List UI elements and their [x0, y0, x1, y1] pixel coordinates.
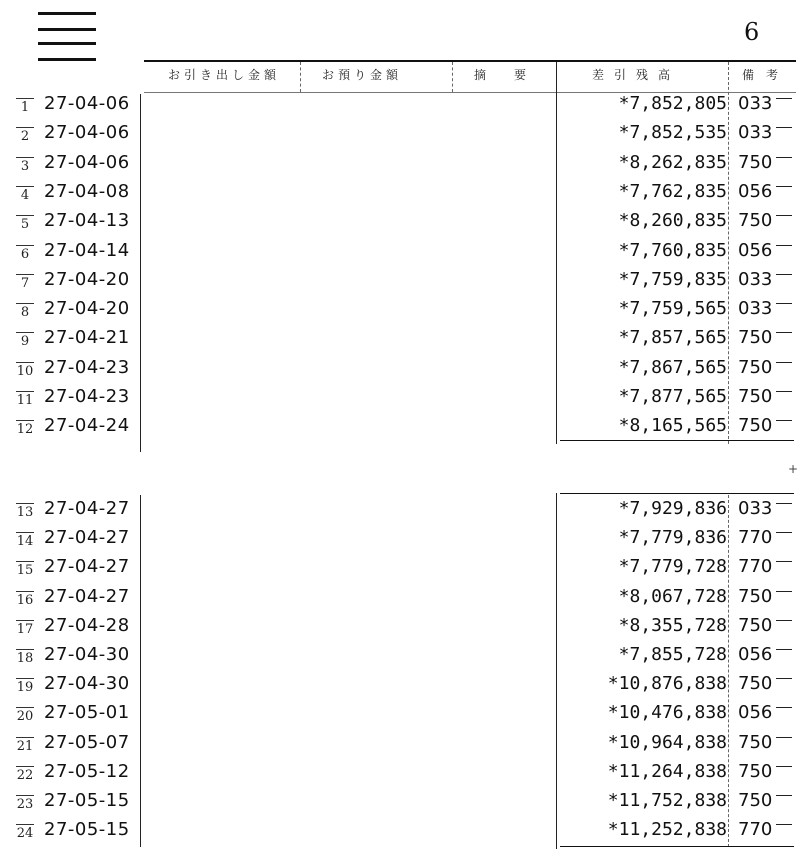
row-tick-mark [776, 649, 792, 650]
row-tick-mark [776, 420, 792, 421]
row-balance: *7,852,805 [618, 93, 727, 114]
row-tick-mark [776, 591, 792, 592]
header-deposit: お預り金額 [322, 68, 403, 82]
row-number: 22 [14, 768, 36, 783]
row-code: 033 [738, 498, 773, 519]
row-tick-mark [776, 362, 792, 363]
row-number: 3 [14, 159, 36, 174]
row-tick-mark [776, 303, 792, 304]
section2-top-rule [560, 493, 794, 494]
row-balance: *7,852,535 [618, 122, 727, 144]
row-code: 750 [738, 760, 773, 782]
row-date: 27-04-30 [44, 644, 130, 665]
row-balance: *7,929,836 [618, 498, 727, 519]
row-tick-mark [776, 186, 792, 187]
row-code: 750 [738, 327, 773, 349]
row-code: 056 [738, 180, 773, 202]
row-code: 770 [738, 819, 773, 841]
row-tick-mark [776, 620, 792, 621]
row-number: 24 [14, 826, 36, 841]
row-number: 16 [14, 593, 36, 608]
row-code: 750 [738, 415, 773, 437]
row-balance: *10,476,838 [607, 702, 727, 724]
row-number: 21 [14, 739, 36, 754]
row-tick-mark [776, 391, 792, 392]
row-tick-mark [776, 157, 792, 158]
row-tick-mark [776, 245, 792, 246]
row-balance: *10,876,838 [607, 673, 727, 695]
row-date: 27-04-08 [44, 180, 130, 202]
row-code: 750 [738, 585, 773, 607]
row-date: 27-04-23 [44, 386, 130, 407]
row-code: 750 [738, 614, 773, 636]
row-date: 27-04-06 [44, 122, 130, 144]
row-balance: *7,779,728 [618, 556, 727, 578]
header-withdrawal: お引き出し金額 [168, 68, 281, 82]
row-tick-mark [776, 98, 792, 99]
row-date: 27-04-24 [44, 415, 130, 437]
page-number: 6 [744, 18, 760, 46]
row-date: 27-04-21 [44, 327, 130, 349]
row-date: 27-04-27 [44, 585, 130, 607]
row-number: 10 [14, 364, 36, 379]
row-tick-mark [776, 737, 792, 738]
row-number: 2 [14, 129, 36, 144]
row-balance: *8,262,835 [618, 151, 727, 173]
row-number: 17 [14, 622, 36, 637]
row-code: 750 [738, 673, 773, 695]
row-code: 770 [738, 527, 773, 549]
row-number: 11 [14, 393, 36, 408]
row-tick-mark [776, 503, 792, 504]
header-divider-1 [300, 62, 301, 92]
row-balance: *7,855,728 [618, 644, 727, 665]
row-tick-mark [776, 332, 792, 333]
row-number: 12 [14, 422, 36, 437]
row-date: 27-04-28 [44, 614, 130, 636]
row-date: 27-05-01 [44, 702, 130, 724]
row-number: 18 [14, 651, 36, 666]
header-divider-2 [452, 62, 453, 92]
row-code: 750 [738, 356, 773, 378]
row-date: 27-04-27 [44, 498, 130, 519]
row-tick-mark [776, 532, 792, 533]
row-number: 14 [14, 534, 36, 549]
row-balance: *11,264,838 [607, 760, 727, 782]
row-number: 13 [14, 505, 36, 520]
row-tick-mark [776, 274, 792, 275]
row-balance: *7,762,835 [618, 180, 727, 202]
row-tick-mark [776, 707, 792, 708]
row-balance: *8,067,728 [618, 585, 727, 607]
row-code: 770 [738, 556, 773, 578]
header-memo: 摘要 [474, 68, 555, 82]
row-code: 750 [738, 210, 773, 232]
row-code: 056 [738, 702, 773, 724]
row-code: 056 [738, 239, 773, 261]
row-date: 27-05-15 [44, 819, 130, 841]
row-date: 27-04-20 [44, 268, 130, 290]
row-date: 27-04-27 [44, 527, 130, 549]
hamburger-menu-icon[interactable] [38, 12, 96, 62]
row-date: 27-04-14 [44, 239, 130, 261]
row-balance: *11,752,838 [607, 790, 727, 811]
row-balance: *8,355,728 [618, 614, 727, 636]
header-top-rule [144, 60, 796, 62]
left-border-bottom [140, 495, 141, 847]
row-date: 27-04-06 [44, 93, 130, 114]
row-balance: *8,165,565 [618, 415, 727, 437]
row-balance: *7,759,835 [618, 268, 727, 290]
row-tick-mark [776, 215, 792, 216]
row-date: 27-04-06 [44, 151, 130, 173]
header-balance: 差引残高 [592, 68, 681, 82]
section2-bottom-rule [560, 846, 794, 847]
row-number: 9 [14, 334, 36, 349]
row-date: 27-05-15 [44, 790, 130, 811]
row-number: 6 [14, 247, 36, 262]
row-balance: *7,779,836 [618, 527, 727, 549]
balance-column-border-lower [556, 493, 557, 849]
row-code: 750 [738, 790, 773, 811]
row-number: 23 [14, 797, 36, 812]
balance-divider-lower [728, 495, 729, 847]
row-code: 750 [738, 731, 773, 753]
balance-column-border [556, 62, 557, 444]
row-number: 1 [14, 100, 36, 115]
row-tick-mark [776, 795, 792, 796]
row-code: 033 [738, 268, 773, 290]
row-code: 750 [738, 386, 773, 407]
plus-mark: + [788, 462, 799, 476]
row-code: 033 [738, 122, 773, 144]
row-code: 056 [738, 644, 773, 665]
row-balance: *7,877,565 [618, 386, 727, 407]
row-balance: *7,857,565 [618, 327, 727, 349]
row-number: 8 [14, 305, 36, 320]
row-date: 27-05-12 [44, 760, 130, 782]
row-date: 27-04-13 [44, 210, 130, 232]
row-number: 20 [14, 709, 36, 724]
row-date: 27-04-23 [44, 356, 130, 378]
row-date: 27-04-20 [44, 298, 130, 320]
row-tick-mark [776, 127, 792, 128]
header-note: 備考 [742, 68, 791, 82]
row-balance: *7,759,565 [618, 298, 727, 320]
row-tick-mark [776, 561, 792, 562]
row-date: 27-04-27 [44, 556, 130, 578]
row-number: 7 [14, 276, 36, 291]
row-balance: *10,964,838 [607, 731, 727, 753]
row-code: 033 [738, 93, 773, 114]
row-number: 5 [14, 217, 36, 232]
row-balance: *8,260,835 [618, 210, 727, 232]
row-tick-mark [776, 766, 792, 767]
row-number: 19 [14, 680, 36, 695]
row-tick-mark [776, 824, 792, 825]
row-code: 033 [738, 298, 773, 320]
row-number: 15 [14, 563, 36, 578]
row-balance: *11,252,838 [607, 819, 727, 841]
row-date: 27-04-30 [44, 673, 130, 695]
section1-bottom-rule [560, 440, 794, 441]
row-number: 4 [14, 188, 36, 203]
row-tick-mark [776, 678, 792, 679]
row-date: 27-05-07 [44, 731, 130, 753]
row-balance: *7,867,565 [618, 356, 727, 378]
row-balance: *7,760,835 [618, 239, 727, 261]
row-code: 750 [738, 151, 773, 173]
balance-divider [728, 62, 729, 444]
left-border-top [140, 94, 141, 452]
